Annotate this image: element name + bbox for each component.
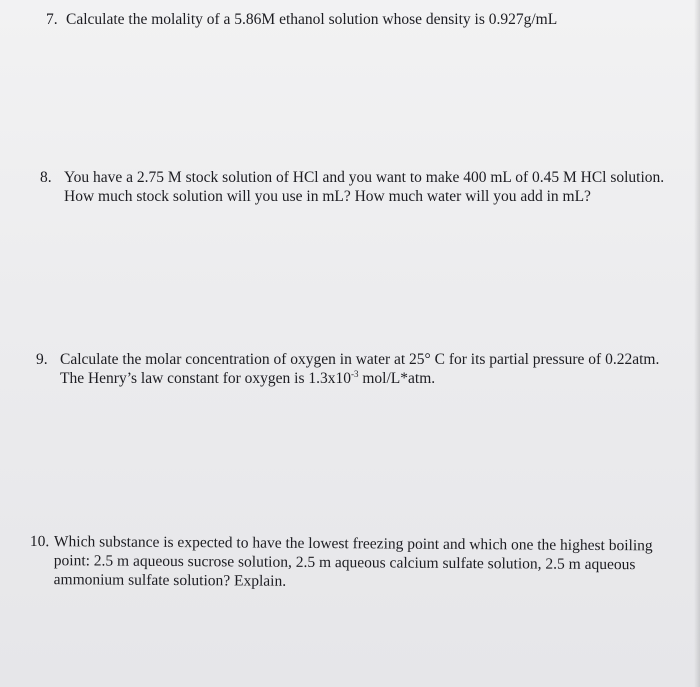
question-text: [64, 168, 664, 206]
question-line: You have a 2.75 M stock solution of HCl and you want to make 400 mL of 0.45 M HCl solution.: [64, 169, 665, 186]
question-line-henry: [60, 369, 659, 388]
henry-unit: mol/L*atm.: [358, 370, 436, 387]
exponent: -3: [351, 369, 359, 379]
question-text: [60, 350, 659, 388]
question-number: 10.: [29, 533, 50, 551]
question-line: Which substance is expected to have the lowest freezing point and which one the highest boiling: [53, 533, 653, 555]
question-text: [66, 10, 557, 29]
henry-text: The Henry’s law constant for oxygen is 1.3x10: [60, 370, 351, 387]
question-line: How much stock solution will you use in mL? How much water will you add in mL?: [64, 188, 591, 205]
question-text: [54, 532, 653, 593]
question-8: [40, 168, 664, 206]
question-number: 7.: [46, 11, 58, 28]
question-line: point: 2.5 m aqueous sucrose solution, 2.5 m aqueous calcium sulfate solution, 2.5 m aqueous: [53, 552, 636, 574]
page-edge-shadow: [694, 0, 700, 687]
question-line: Calculate the molar concentration of oxygen in water at 25° C for its partial pressure of 0.22atm.: [60, 351, 660, 368]
question-7: [46, 10, 557, 29]
question-line: Calculate the molality of a 5.86M ethanol solution whose density is 0.927g/mL: [66, 11, 558, 28]
question-number: 9.: [36, 351, 48, 368]
question-number: 8.: [40, 169, 52, 186]
question-10: [30, 532, 653, 593]
question-line: ammonium sulfate solution? Explain.: [53, 571, 287, 590]
question-9: [36, 350, 659, 388]
